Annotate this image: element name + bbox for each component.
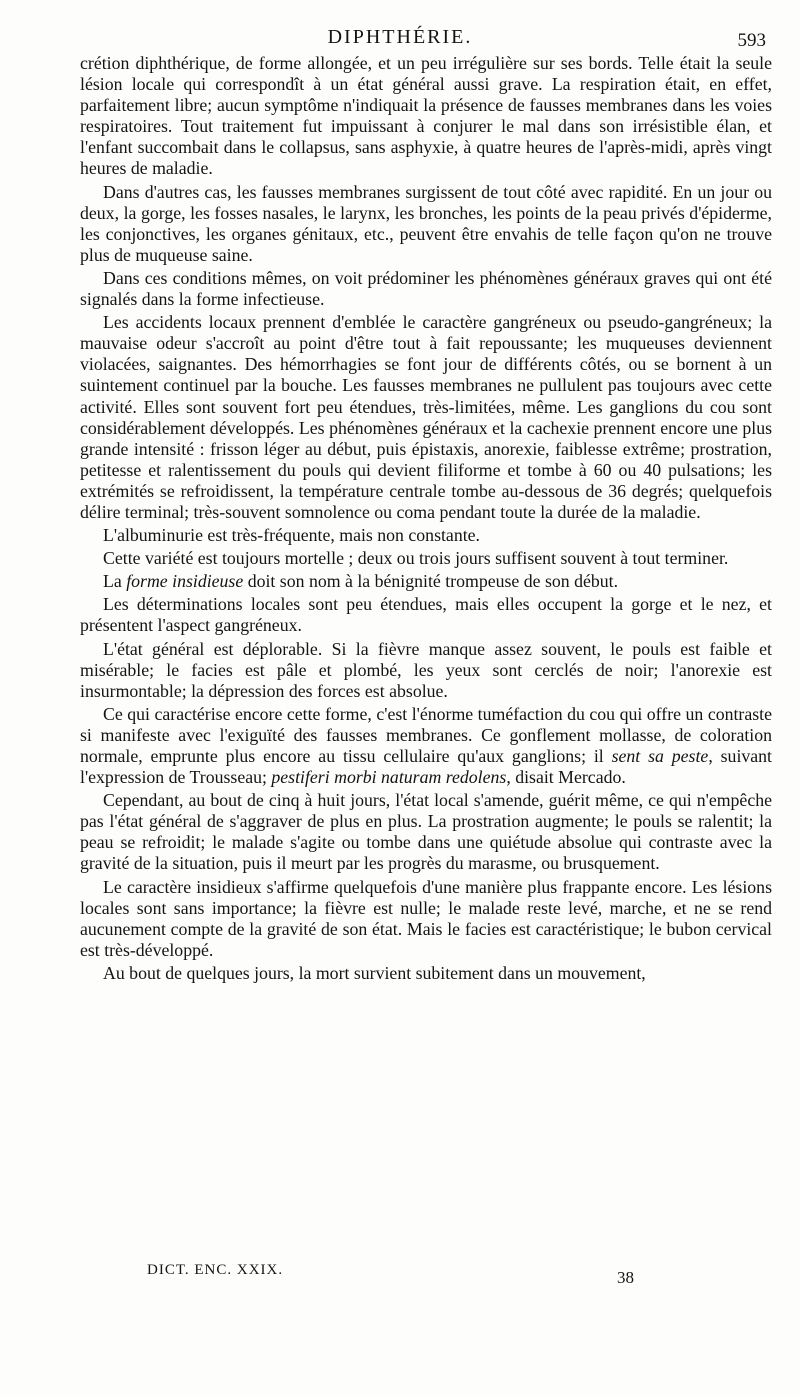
paragraph-text: L'albuminurie est très-fréquente, mais non constante.	[103, 525, 480, 546]
italic-text: forme insidieuse	[126, 571, 244, 592]
paragraph-text: doit son nom à la bénignité trompeuse de son début.	[243, 571, 619, 592]
italic-text: pestiferi morbi naturam redolens	[271, 767, 507, 788]
paragraph-text: Le caractère insidieux s'affirme quelquefois d'une manière plus frappante encore. Les lésions locales sont sans importance; la fièvre est nulle; le malade reste levé, marche, et ne se rend aucunement compte de la gravité de son état. Mais le facies est caractéristique; le bubon cervical est très-développé.	[80, 876, 772, 960]
paragraph-text: Cependant, au bout de cinq à huit jours, l'état local s'amende, guérit même, ce qui n'empêche pas l'état général de s'aggraver de plus en plus. La prostration augmente; le pouls se ralentit; la peau se refroidit; le malade s'agite ou tombe dans une quiétude absolue qui contraste avec la gravité de la situation, puis il meurt par les progrès du marasme, ou brusquement.	[80, 790, 772, 874]
paragraph	[80, 548, 772, 569]
paragraph	[80, 571, 772, 592]
paragraph	[80, 594, 772, 636]
paragraph	[80, 790, 772, 874]
paragraph	[80, 963, 772, 984]
paragraph-text: , suivant l'expression de Trousseau;	[80, 746, 772, 788]
paragraph	[80, 639, 772, 702]
paragraph-text: Au bout de quelques jours, la mort survient subitement dans un mouvement,	[103, 962, 646, 983]
paragraph-text: Dans ces conditions mêmes, on voit prédominer les phénomènes généraux graves qui ont été signalés dans la forme infectieuse.	[80, 267, 772, 310]
paragraph	[80, 525, 772, 546]
paragraph-text: Les déterminations locales sont peu étendues, mais elles occupent la gorge et le nez, et présentent l'aspect gangréneux.	[80, 594, 772, 636]
signature-mark: DICT. ENC. XXIX.	[147, 1262, 284, 1278]
paragraph-text: Dans d'autres cas, les fausses membranes surgissent de tout côté avec rapidité. En un jour ou deux, la gorge, les fosses nasales, le larynx, les bronches, les points de la peau privés d'épiderme, les conjonctives, les organes génitaux, etc., peuvent être envahis de telle façon qu'on ne trouve plus de muqueuse saine.	[80, 181, 772, 265]
running-head	[0, 26, 800, 56]
paragraph-text: Cette variété est toujours mortelle ; deux ou trois jours suffisent souvent à tout terminer.	[103, 548, 729, 569]
paragraph	[80, 268, 772, 310]
paragraph-text: Ce qui caractérise encore cette forme, c'est l'énorme tuméfaction du cou qui offre un contraste si manifeste avec l'exiguïté des fausses membranes. Ce gonflement mollasse, de coloration normale, emprunte plus encore au tissu cellulaire qu'aux ganglions; il	[80, 703, 772, 766]
page-number: 593	[737, 30, 766, 51]
paragraph-text: crétion diphthérique, de forme allongée, et un peu irrégulière sur ses bords. Telle était la seule lésion locale qui correspondît à un état général aussi grave. La respiration était, en effet, parfaitement libre; aucun symptôme n'indiquait la présence de fausses membranes dans les voies respiratoires. Tout traitement fut impuissant à conjurer le mal dans son irrésistible élan, et l'enfant succombait dans le collapsus, sans asphyxie, à quatre heures de l'après-midi, après vingt heures de maladie.	[80, 53, 772, 179]
paragraph-text: , disait Mercado.	[506, 767, 626, 788]
italic-text: sent sa peste	[611, 746, 709, 766]
running-title: DIPHTHÉRIE.	[327, 26, 473, 48]
signature-number: 38	[617, 1268, 634, 1287]
paragraph-text: Les accidents locaux prennent d'emblée le caractère gangréneux ou pseudo-gangréneux; la mauvaise odeur s'accroît au point d'être tout à fait repoussante; les muqueuses deviennent violacées, saignantes. Des hémorrhagies se font jour de différents côtés, ou se bornent à un suintement continuel par la bouche. Les fausses membranes ne pullulent pas toujours avec cette activité. Elles sont souvent fort peu étendues, très-limitées, même. Les ganglions du cou sont considérablement développés. Les phénomènes généraux et la cachexie prennent encore une plus grande intensité : frisson léger au début, puis épistaxis, anorexie, faiblesse extrême; prostration, petitesse et ralentissement du pouls qui devient filiforme et tombe à 60 ou 40 pulsations; les extrémités se refroidissent, la température centrale tombe au-dessous de 36 degrés; quelquefois délire terminal; très-souvent somnolence ou coma pendant toute la durée de la maladie.	[80, 312, 772, 522]
paragraph-text: La	[103, 571, 127, 592]
paragraph	[80, 182, 772, 266]
paragraph-text: L'état général est déplorable. Si la fièvre manque assez souvent, le pouls est faible et misérable; le facies est pâle et plombé, les yeux sont cerclés de noir; l'anorexie est insurmontable; la dépression des forces est absolue.	[80, 638, 772, 701]
page-footer	[0, 1262, 800, 1292]
paragraph	[80, 704, 772, 788]
paragraph	[80, 312, 772, 523]
paragraph	[80, 53, 772, 180]
body-text	[80, 53, 772, 984]
paragraph	[80, 877, 772, 961]
